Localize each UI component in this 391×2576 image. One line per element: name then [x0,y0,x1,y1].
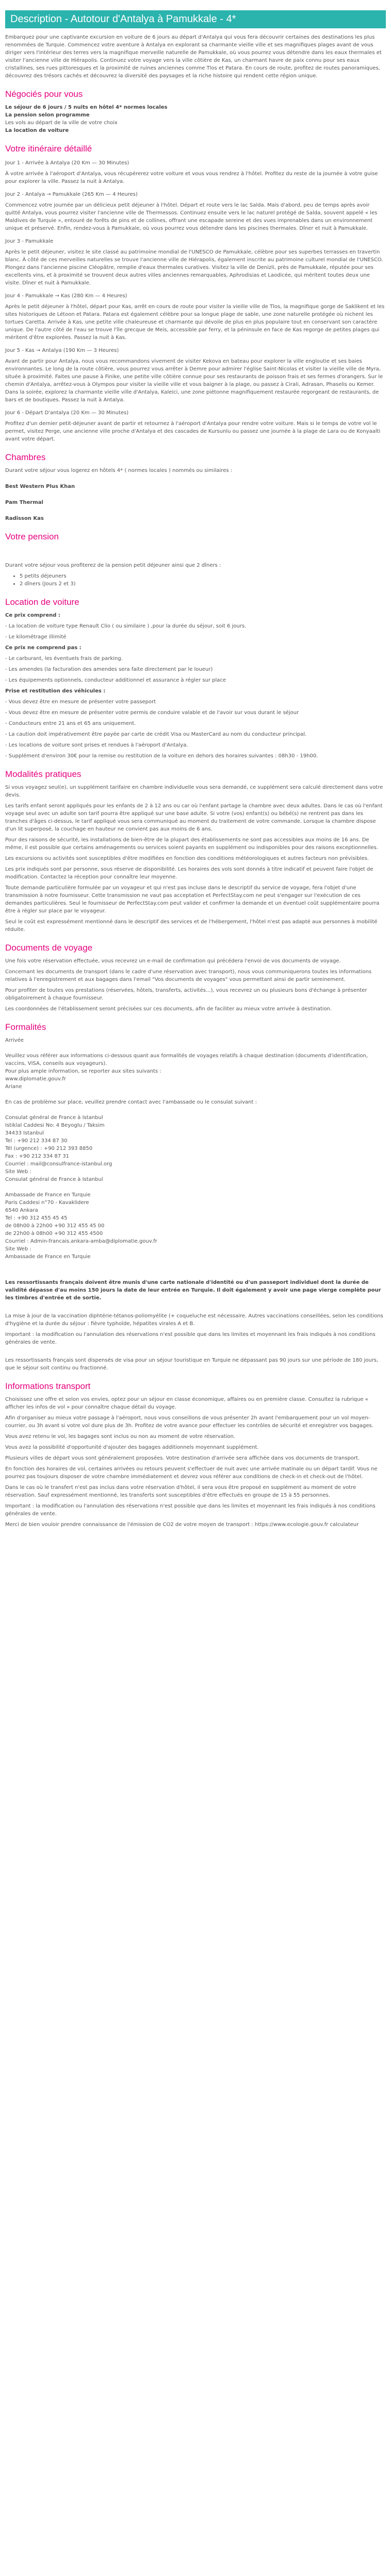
formalities-paragraph: Les ressortissants français sont dispensés de visa pour un séjour touristique en Turquie ne dépassant pas 90 jours sur une période de 180 jours, que le séjour soit continu ou fractionné. [5,1358,379,1371]
pension-item: • 5 petits déjeuners [20,572,386,580]
terms-paragraph: Les prix indiqués sont par personne, sous réserve de disponibilité. Les horaires des vols sont donnés à titre indicatif et peuvent faire l'objet de modification. Contactez la réception pour connaître leur moyenne. [5,867,373,880]
formalities-link[interactable]: Ariane [5,1084,22,1090]
formalities-line: Ambassade de France en Turquie [5,1192,91,1198]
formalities-line: Pour plus ample information, se reporter aux sites suivants : [5,1069,161,1074]
formalities-heading: Formalités [5,1022,46,1032]
terms-paragraph: Pour des raisons de sécurité, les installations de bien-être de la plupart des établissements ne sont pas accessibles aux moins de 16 ans. De même, il est possible que certains aménagements ou services soient payants en supplément ou indisponibles pour des raisons exceptionnelles. [5,837,379,851]
formalities-line: Istiklal Caddesi No: 4 Beyoglu / Taksim [5,1123,105,1128]
formalities-paragraph: Important : la modification ou l'annulation des réservations n'est possible que dans les limites et moyennant les frais indiqués à nos conditions générales de vente. [5,1332,376,1345]
formalities-link[interactable]: www.diplomatie.gouv.fr [5,1076,66,1082]
car-condition-item: - Vous devez être en mesure de présenter votre passeport [5,699,156,705]
rooms-text: Durant votre séjour vous logerez en hôtels 4* ( normes locales ) nommés ou similaires : [5,468,233,473]
info-paragraph: En fonction des horaires de vol, certaines arrivées ou retours peuvent s'effectuer de nuit avec une arrivée matinale ou un départ tardif. Vous ne pourrez pas toujours disposer de votre chambre immédiatement et devrez vous référer aux conditions de check-in et check-out de l'hôtel. [5,1466,378,1480]
info-paragraph: Important : la modification ou l'annulation des réservations n'est possible que dans les limites et moyennant les frais indiqués à nos conditions générales de vente. [5,1503,376,1517]
formalities-line: Tel : +90 212 334 87 30 [5,1138,68,1144]
formalities-line: Consulat général de France à Istanbul [5,1115,103,1121]
rooms-heading: Chambres [5,452,46,462]
formalities-line: Arrivée [5,1038,24,1043]
formalities-line: Paris Caddesi n°70 - Kavaklidere [5,1200,89,1206]
pension-list [20,572,386,588]
car-condition-item: - La caution doit impérativement être payée par carte de crédit Visa ou MasterCard au nom du conducteur principal. [5,732,307,737]
included-item: La location de voiture [5,128,69,133]
day-text: Après le petit déjeuner, visitez le site classé au patrimoine mondial de l'UNESCO de Pamukkale, célèbre pour ses superbes terrasses en travertin blanc. À côté de ces merveilles naturelles se trouve l'ancienne ville de Hiérapolis, également inscrite au patrimoine culturel mondial de l'UNESCO. Plongez dans l'ancienne piscine Cléopâtre, remplie d'eaux thermales curatives. Visitez la ville de Denizli, près de Pamukkale, réputée pour ses excellents vins, et à proximité se trouvent deux autres villes anciennes remarquables, Aphrodisias et Laodicée, qui méritent toutes deux une visite. Dîner et nuit à Pamukkale. [5,249,383,286]
formalities-line: Courriel : mail@consulfrance-istanbul.org [5,1161,112,1167]
included-item: Le séjour de 6 jours / 5 nuits en hôtel 4* normes locales [5,105,168,110]
car-exclude-item: - Les amendes (la facturation des amendes sera faite directement par le loueur) [5,667,213,672]
car-heading: Location de voiture [5,597,79,607]
formalities-notice: Les ressortissants français doivent être munis d'une carte nationale d'identité ou d'un passeport individuel dont la durée de validité dépasse d'au moins 150 jours la date de leur entrée en Turquie. Il doit également y avoir une page vierge complète pour les timbres d'entrée et de sortie. [5,1280,381,1301]
car-condition-item: - Conducteurs entre 21 ans et 65 ans uniquement. [5,721,136,726]
day-title: Jour 4 - Pamukkale → Kas (280 Km — 4 Heures) [5,293,127,299]
car-condition-item: - Les locations de voiture sont prises et rendues à l'aéroport d'Antalya. [5,742,188,748]
car-excludes-label: Ce prix ne comprend pas : [5,645,82,651]
info-paragraph: Vous avez la possibilité d'opportunité d'ajouter des bagages additionnels moyennant supplément. [5,1445,259,1450]
formalities-link[interactable]: Consulat général de France à Istanbul [5,1177,103,1182]
formalities-line: Site Web : [5,1169,31,1175]
page-title: Description - Autotour d'Antalya à Pamukkale - 4* [5,10,386,28]
day-text: Avant de partir pour Antalya, nous vous recommandons vivement de visiter Kekova en bateau pour explorer la ville engloutie et ses baies environnantes. Le long de la route côtière, vous pourrez vous arrêter à Demre pour admirer l'église Saint-Nicolas et visiter la vieille ville de Myra, située à proximité. Faites une pause à Finike, une petite ville côtière connue pour ses restaurants de poisson frais et ses fermes d'orangers. Sur le chemin d'Antalya, arrêtez-vous à Olympos pour visiter la vieille ville et vous baigner à la plage, ou passez à Cirali, Adrasan, Phaselis ou Kemer. Dans la soirée, explorez la charmante vieille ville d'Antalya, Kaleici, une zone piétonne magnifiquement restaurée regorgeant de restaurants, de bars et de boutiques. Passez la nuit à Antalya. [5,359,383,403]
day-title: Jour 3 - Pamukkale [5,239,54,244]
info-paragraph: Vous avez retenu le vol, les bagages sont inclus ou non au moment de votre réservation. [5,1434,236,1439]
formalities-line: de 08h00 à 22h00 +90 312 455 45 00 [5,1223,105,1229]
day-text: Profitez d'un dernier petit-déjeuner avant de partir et retournez à l'aéroport d'Antalya pour rendre votre voiture. Mais si le temps de votre vol le permet, visitez Perge, une ancienne ville proche d'Antalya et des cascades de Kursunlu ou passez une journée à la plage de Lara ou de Konyaalti avant votre départ. [5,421,381,442]
formalities-line: 34433 Istanbul [5,1130,44,1136]
included-item: La pension selon programme [5,112,90,118]
day-text: Après le petit déjeuner à l'hôtel, départ pour Kas, arrêt en cours de route pour visiter la vieille ville de Tlos, la magnifique gorge de Saklikent et les sites historiques de Létoon et Patara. Patara est également célèbre pour sa longue plage de sable, une zone naturelle protégée où nichent les tortues Caretta. Arrivée à Kas, une petite ville chaleureuse et charmante qui dévoile de plus en plus populaire tout en conservant son caractère unique. De l'autre côté de l'eau se trouve l'île grecque de Meis, accessible par ferry, et la péninsule en face de Kas regorge de petites plages qui méritent d'être explorées. Passez la nuit à Kas. [5,304,385,341]
formalities-line: Site Web : [5,1246,31,1252]
info-heading: Informations transport [5,1381,91,1391]
car-exclude-item: - Le carburant, les éventuels frais de parking. [5,656,123,662]
documents-paragraph: Concernant les documents de transport (dans le cadre d'une réservation avec transport), nous vous communiquerons toutes les informations relatives à l'enregistrement et aux bagages dans l'email "Vos documents de voyages" vous permettant ainsi de partir sereinement. [5,969,372,982]
formalities-line [5,1183,386,1191]
hotel-name: Pam Thermal [5,500,43,505]
formalities-line: Courriel : Admin-francais.ankara-amba@diplomatie.gouv.fr [5,1239,157,1244]
car-exclude-item: - Les équipements optionnels, conducteur additionnel et assurance à régler sur place [5,677,226,683]
terms-paragraph: Seul le coût est expressément mentionné dans le descriptif des services et de l'hébergement, l'hôtel n'est pas adapté aux personnes à mobilité réduite. [5,919,378,933]
day-title: Jour 5 - Kas → Antalya (190 Km — 3 Heures) [5,348,119,353]
pension-text: Durant votre séjour vous profiterez de la pension petit déjeuner ainsi que 2 dîners : [5,563,221,568]
formalities-line: Ambassade de France en Turquie [5,1254,91,1260]
day-title: Jour 2 - Antalya → Pamukkale (265 Km — 4 Heures) [5,192,138,197]
pension-item: • 2 dîners (Jours 2 et 3) [20,580,386,588]
car-condition-item: - Supplément d'environ 30€ pour la remise ou restitution de la voiture en dehors des horaires suivantes : 08h30 - 19h00. [5,753,318,759]
terms-paragraph: Toute demande particulière formulée par un voyageur et qui n'est pas incluse dans le descriptif du service de voyage, fera l'objet d'une transmission à notre fournisseur. Cette transmission ne vaut pas acceptation et PerfectStay.com ne peut s'engager sur l'exécution de ces demandes particulières. Seul le fournisseur de PerfectStay.com peut valider et confirmer la demande et un éventuel coût supplémentaire pourra être à régler sur place par le voyageur. [5,885,380,914]
day-title: Jour 1 - Arrivée à Antalya (20 Km — 30 Minutes) [5,160,129,166]
formalities-line: Veuillez vous référer aux informations ci-dessous quant aux formalités de voyages relatifs à chaque destination (documents d'identification, vaccins, VISA, conseils aux voyageurs). [5,1053,368,1066]
terms-heading: Modalités pratiques [5,769,82,779]
formalities-line: Fax : +90 212 334 87 31 [5,1154,70,1159]
hotel-name: Radisson Kas [5,516,44,521]
formalities-line [5,1106,386,1114]
formalities-line: 6540 Ankara [5,1208,38,1213]
info-paragraph: Merci de bien vouloir prendre connaissance de l'émission de CO2 de votre moyen de transport : https://www.ecologie.gouv.fr calculateur [5,1522,359,1528]
terms-paragraph: Si vous voyagez seul(e), un supplément tarifaire en chambre individuelle vous sera demandé, ce supplément sera calculé directement dans votre devis. [5,785,383,798]
formalities-line: En cas de problème sur place, veuillez prendre contact avec l'ambassade ou le consulat suivant : [5,1099,257,1105]
included-heading: Négociés pour vous [5,89,83,99]
formalities-line [5,1091,386,1098]
hotel-name: Best Western Plus Khan [5,484,75,489]
day-text: À votre arrivée à l'aéroport d'Antalya, vous récupérerez votre voiture et vous vous rendrez à l'hôtel. Profitez du reste de la journée à votre guise pour explorer la ville. Passez la nuit à Antalya. [5,171,378,184]
documents-heading: Documents de voyage [5,943,93,953]
info-paragraph: Dans le cas où le transfert n'est pas inclus dans votre réservation d'hôtel, il sera vous être proposé en supplément au moment de votre réservation. Sauf expressément mentionné, les transferts sont susceptibles d'être effectués en groupe de 15 à 55 personnes. [5,1485,356,1498]
formalities-line: Tel : +90 312 455 45 45 [5,1215,68,1221]
formalities-block [5,1037,386,1268]
car-include-item: - La location de voiture type Renault Clio ( ou similaire ) ,pour la durée du séjour, soit 6 jours. [5,623,247,629]
documents-paragraph: Les coordonnées de l'établissement seront précisées sur ces documents, afin de faciliter au mieux votre arrivée à destination. [5,1006,332,1012]
terms-paragraph: Les excursions ou activités sont susceptibles d'être modifiées en fonction des conditions météorologiques et autres facteurs non prévisibles. [5,856,369,861]
formalities-paragraph: La mise à jour de la vaccination diphtérie-tétanos-poliomyélite (+ coqueluche est nécessaire. Autres vaccinations conseillées, selon les conditions d'hygiène et la durée du séjour : fièvre typhoïde, hépatites virales A et B. [5,1313,383,1327]
car-condition-item: - Vous devez être en mesure de présenter votre permis de conduire valable et de l'avoir sur vous durant le séjour [5,710,299,716]
day-text: Commencez votre journée par un délicieux petit déjeuner à l'hôtel. Départ et route vers le lac Salda. Mais d'abord, peu de temps après avoir quitté Antalya, vous pourrez visiter l'ancienne ville de Thermessos. Continuez ensuite vers le lac naturel protégé de Salda, souvent appelé « les Maldives de Turquie », entouré de forêts de pins et de collines, offrant une escapade sereine et des vues imprenables dans un environnement unique et préservé. Enfin, rendez-vous à Pamukkale, où vous pourrez vous détendre dans les piscines thermales. Dîner et nuit à Pamukkale. [5,202,378,231]
formalities-line: de 22h00 à 08h00 +90 312 455 4500 [5,1231,103,1236]
formalities-line [5,1044,386,1052]
formalities-link[interactable] [5,1261,386,1268]
info-paragraph: Afin d'organiser au mieux votre passage à l'aéroport, nous vous conseillons de vous présenter 2h avant l'embarquement pour un vol moyen-courrier, ou 3h avant si votre vol dure plus de 3h. Profitez de votre avance pour effectuer les contrôles de sécurité et enregistrer vos bagages. [5,1415,373,1429]
info-paragraph: Plusieurs villes de départ vous sont généralement proposées. Votre destination d'arrivée sera affichée dans vos documents de transport. [5,1455,360,1461]
pension-heading: Votre pension [5,532,59,541]
included-list [5,104,386,134]
documents-paragraph: Une fois votre réservation effectuée, vous recevrez un e-mail de confirmation qui précédera l'envoi de vos documents de voyage. [5,958,341,964]
itinerary-heading: Votre itinéraire détaillé [5,144,92,154]
intro-text: Embarquez pour une captivante excursion en voiture de 6 jours au départ d'Antalya qui vous fera découvrir certaines des destinations les plus renommées de Turquie. Commencez votre aventure à Antalya en explorant sa charmante vieille ville et ses magnifiques plages avant de vous diriger vers l'intérieur des terres vers la magnifique merveille naturelle de Pamukkale, où vous pourrez vous détendre dans les eaux thermales et visiter l'ancienne ville de Hiérapolis. Continuez votre voyage vers la ville côtière de Kas, un charmant havre de paix connu pour ses eaux cristallines, ses rues pittoresques et la proximité de ruines anciennes comme Tlos et Patara. En cours de route, profitez de routes panoramiques, découvrez des trésors cachés et découvrez la diversité des paysages et la riche histoire qui rendent cette région unique. [5,35,382,79]
formalities-line: Tél (urgence) : +90 212 393 8850 [5,1146,93,1151]
info-paragraph: Choisissez une offre et selon vos envies, optez pour un séjour en classe économique, affaires ou en première classe. Consultez la rubrique « afficher les infos de vol » pour connaître chaque détail du voyage. [5,1397,368,1410]
documents-paragraph: Pour profiter de toutes vos prestations (réservées, hôtels, transferts, activités...), vous recevrez un ou plusieurs bons d'échange à présenter obligatoirement à chaque fournisseur. [5,988,367,1001]
car-conditions-label: Prise et restitution des véhicules : [5,688,106,694]
day-title: Jour 6 - Départ D'antalya (20 Km — 30 Minutes) [5,410,129,416]
car-includes-label: Ce prix comprend : [5,613,60,618]
car-include-item: - Le kilométrage illimité [5,634,67,640]
terms-paragraph: Les tarifs enfant seront appliqués pour les enfants de 2 à 12 ans ou car où l'enfant partage la chambre avec deux adultes. Dans le cas où l'enfant voyage seul avec un adulte son tarif pourra être appliqué sur une base adulte. Si votre (vos) enfant(s) ou bébé(s) ne rentrent pas dans les tranches d'âges ci-dessus, le tarif appliqué vous sera communiqué au moment du traitement de votre commande. Lorsque la chambre dispose d'un lit superposé, la couchage en hauteur ne convient pas aux moins de 6 ans. [5,803,383,832]
included-item: Les vols au départ de la ville de votre choix [5,120,118,126]
